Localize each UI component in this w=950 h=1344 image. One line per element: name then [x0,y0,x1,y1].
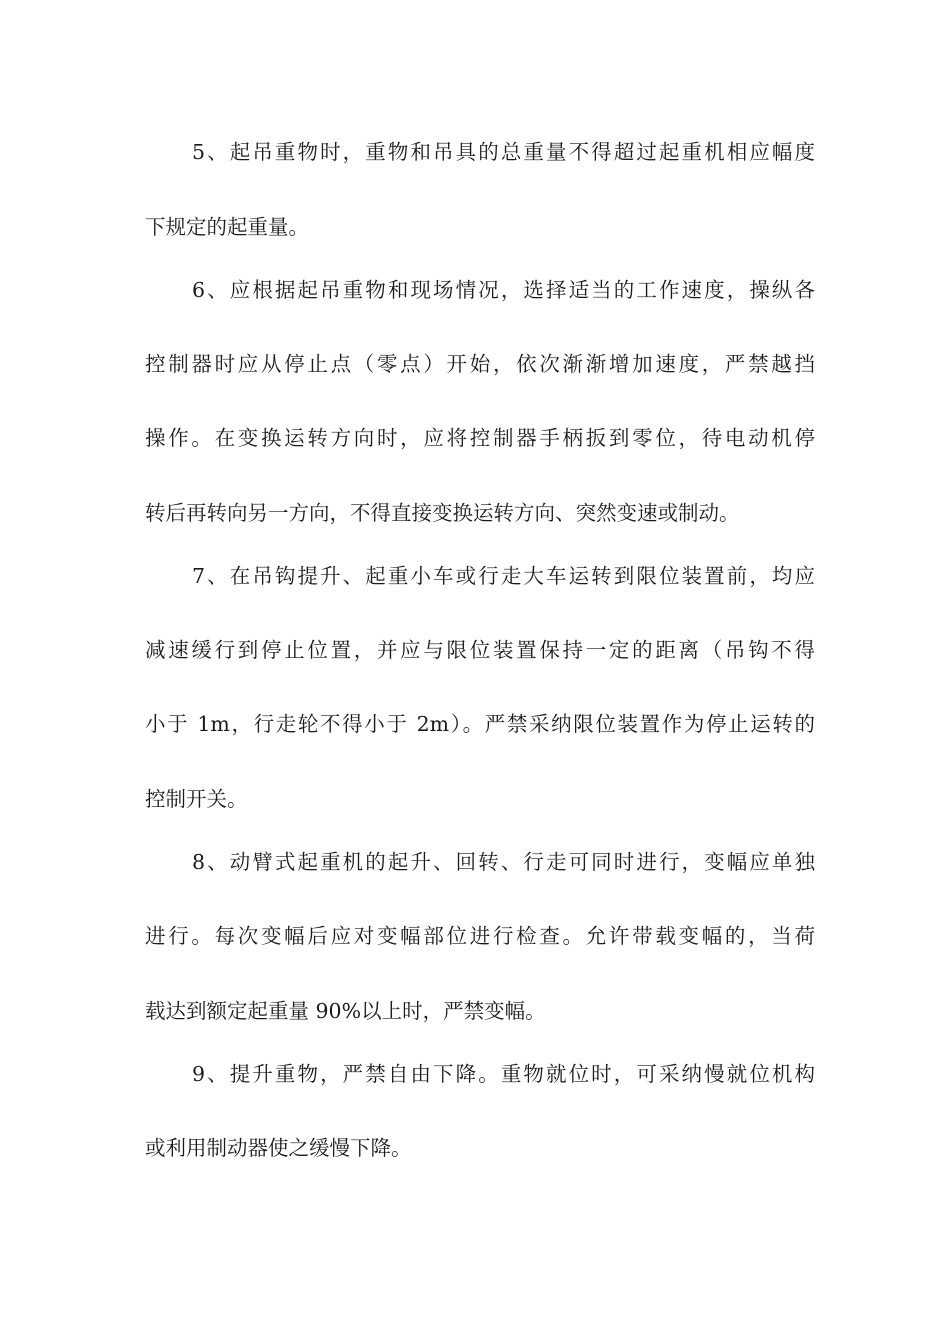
paragraph-7-line-3: 小于 1m，行走轮不得小于 2m）。严禁采纳限位装置作为停止运转的 [145,712,815,736]
paragraph-8-line-3: 载达到额定起重量 90%以上时，严禁变幅。 [145,999,546,1023]
paragraph-7-line-2: 减速缓行到停止位置，并应与限位装置保持一定的距离（吊钩不得 [145,638,815,662]
paragraph-6-line-3: 操作。在变换运转方向时，应将控制器手柄扳到零位，待电动机停 [145,426,815,450]
paragraph-7-line-1: 7、在吊钩提升、起重小车或行走大车运转到限位装置前，均应 [192,564,815,588]
paragraph-9-line-1: 9、提升重物，严禁自由下降。重物就位时，可采纳慢就位机构 [192,1062,815,1086]
paragraph-7-line-4: 控制开关。 [145,787,248,811]
paragraph-6-line-1: 6、应根据起吊重物和现场情况，选择适当的工作速度，操纵各 [192,278,815,302]
paragraph-5-line-1: 5、起吊重物时，重物和吊具的总重量不得超过起重机相应幅度 [192,140,815,164]
paragraph-6-line-2: 控制器时应从停止点（零点）开始，依次渐渐增加速度，严禁越挡 [145,352,815,376]
paragraph-8-line-1: 8、动臂式起重机的起升、回转、行走可同时进行，变幅应单独 [192,850,815,874]
paragraph-9-line-2: 或利用制动器使之缓慢下降。 [145,1136,412,1160]
paragraph-6-line-4: 转后再转向另一方向，不得直接变换运转方向、突然变速或制动。 [145,501,740,525]
paragraph-8-line-2: 进行。每次变幅后应对变幅部位进行检查。允许带载变幅的，当荷 [145,924,815,948]
paragraph-5-line-2: 下规定的起重量。 [145,215,309,239]
